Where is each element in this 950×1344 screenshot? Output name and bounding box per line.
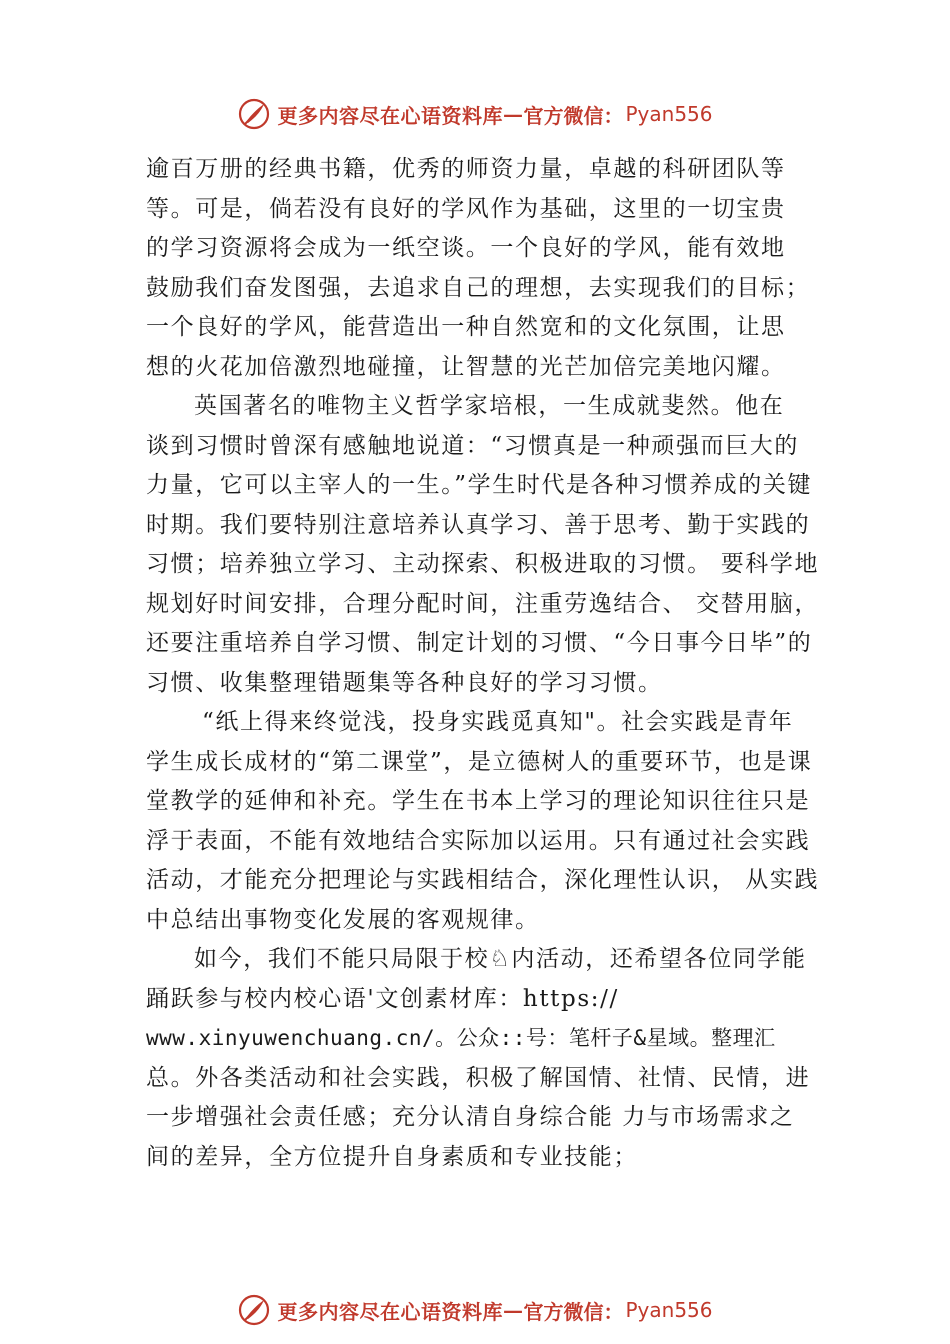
wechat-label: 官方微信： — [523, 103, 624, 128]
quill-logo-icon — [237, 1293, 271, 1327]
wechat-label: 官方微信： — [523, 1299, 624, 1324]
text-line: 规划好时间安排，合理分配时间，注重劳逸结合、 交替用脑， — [146, 590, 820, 617]
text-line: 等。可是，倘若没有良好的学风作为基础，这里的一切宝贵 — [146, 195, 786, 222]
text-line: 中总结出事物变化发展的客观规律。 — [146, 906, 540, 933]
promo-dash: — — [502, 102, 524, 126]
quill-logo-icon — [237, 97, 271, 131]
text-line: 想的火花加倍激烈地碰撞，让智慧的光芒加倍完美地闪耀。 — [146, 353, 786, 380]
text-line: 学生成长成材的“第二课堂”，是立德树人的重要环节，也是课 — [146, 748, 813, 775]
paragraph-start-line: “纸上得来终觉浅，投身实践觅真知"。社会实践是青年 — [202, 709, 794, 735]
promo-text: 更多内容尽在心语资料库 — [277, 1299, 503, 1324]
text-line: 活动，才能充分把理论与实践相结合，深化理性认识， 从实践 — [146, 867, 820, 893]
header-banner — [0, 94, 950, 134]
wechat-id: Pyan556 — [625, 102, 713, 126]
text-line: 谈到习惯时曾深有感触地说道：“习惯真是一种顽强而巨大的 — [146, 432, 799, 459]
text-line: 踊跃参与校内校心语'文创素材库：https:// — [146, 985, 619, 1012]
text-line: 一步增强社会责任感；充分认清自身综合能 力与市场需求之 — [146, 1104, 795, 1130]
paragraph-start-line: 英国著名的唯物主义哲学家培根，一生成就斐然。他在 — [194, 393, 785, 419]
text-line: 鼓励我们奋发图强，去追求自己的理想，去实现我们的目标； — [146, 274, 811, 301]
footer-banner — [0, 1290, 950, 1330]
url-line: www.xinyuwenchuang.cn/。公众::号：笔杆子&星域。整理汇 — [146, 1026, 776, 1050]
text-line: 习惯、收集整理错题集等各种良好的学习习惯。 — [146, 669, 663, 696]
text-line: 间的差异，全方位提升自身素质和专业技能； — [146, 1143, 638, 1170]
text-line: 习惯；培养独立学习、主动探索、积极进取的习惯。 要科学地 — [146, 551, 820, 577]
promo-dash: — — [502, 1298, 524, 1322]
wechat-id: Pyan556 — [625, 1298, 713, 1322]
text-line: 浮于表面，不能有效地结合实际加以运用。只有通过社会实践 — [146, 827, 811, 854]
text-line: 逾百万册的经典书籍，优秀的师资力量，卓越的科研团队等 — [146, 156, 786, 182]
text-line: 一个良好的学风，能营造出一种自然宽和的文化氛围，让思 — [146, 314, 786, 340]
text-line: 还要注重培养自学习惯、制定计划的习惯、“今日事今日毕”的 — [146, 630, 813, 656]
text-line: 堂教学的延伸和补充。学生在书本上学习的理论知识往往只是 — [146, 788, 811, 814]
text-line: 时期。我们要特别注意培养认真学习、善于思考、勤于实践的 — [146, 511, 811, 538]
promo-text: 更多内容尽在心语资料库 — [277, 103, 503, 128]
document-body — [146, 150, 836, 1177]
text-line: 力量，它可以主宰人的一生。”学生时代是各种习惯养成的关键 — [146, 472, 813, 498]
text-line: 总。外各类活动和社会实践，积极了解国情、社情、民情，进 — [146, 1064, 811, 1091]
text-line: 的学习资源将会成为一纸空谈。一个良好的学风，能有效地 — [146, 235, 786, 261]
paragraph-start-line: 如今，我们不能只局限于校♘内活动，还希望各位同学能 — [194, 946, 807, 972]
